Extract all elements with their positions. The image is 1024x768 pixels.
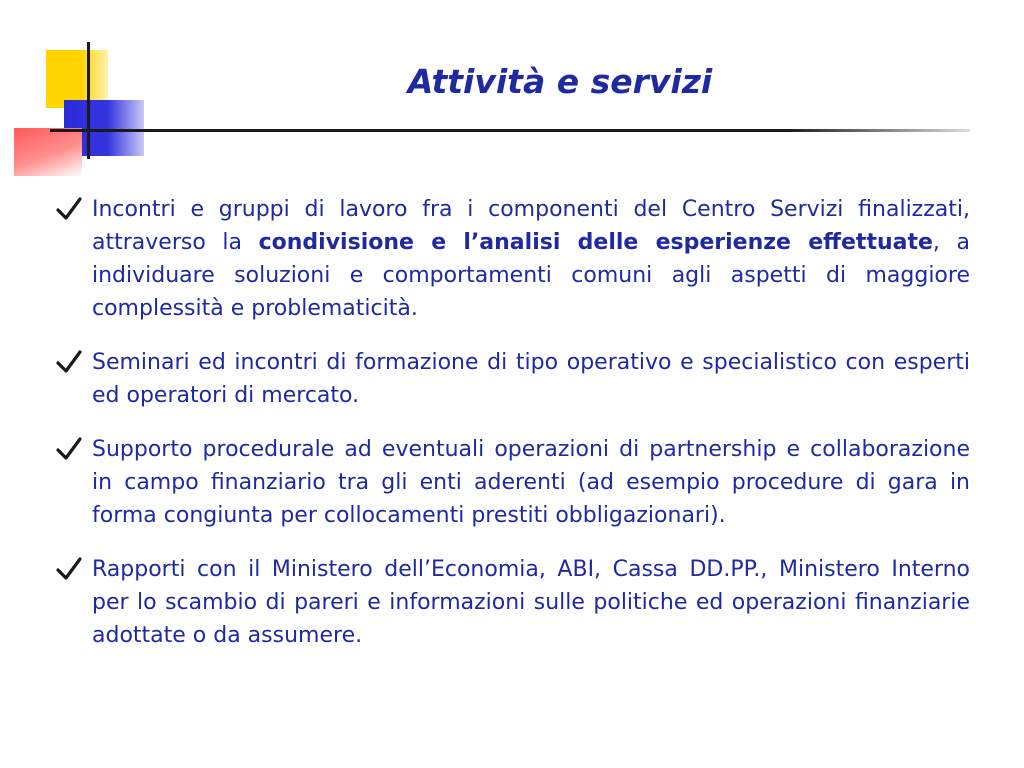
- check-mark-icon: [56, 437, 82, 461]
- bullet-list: [52, 193, 970, 673]
- bullet-item-rapporti: [52, 553, 970, 652]
- title-underline: [50, 129, 970, 132]
- check-mark-icon: [56, 557, 82, 581]
- bullet-text: Rapporti con il Ministero dell’Economia, ABI, Cassa DD.PP., Ministero Interno per lo scambio di pareri e informazioni sulle politiche ed operazioni finanziarie adottate o da assumere.: [92, 557, 970, 648]
- bullet-text: Supporto procedurale ad eventuali operazioni di partnership e collaborazione in campo finanziario tra gli enti aderenti (ad esempio procedure di gara in forma congiunta per collocamenti prestiti obbligazionari).: [92, 437, 970, 528]
- check-mark-icon: [56, 197, 82, 221]
- decoration-red-square: [14, 128, 82, 176]
- bullet-item-incontri: [52, 193, 970, 325]
- bullet-text: , a individuare soluzioni e comportamenti comuni agli aspetti di maggiore complessità e problematicità.: [92, 230, 970, 321]
- slide-title: Attività e servizi: [407, 62, 713, 101]
- bullet-item-supporto: [52, 433, 970, 532]
- bullet-text: Incontri e gruppi di lavoro fra i componenti del Centro Servizi finalizzati, attraverso la: [92, 197, 970, 255]
- check-mark-icon: [56, 350, 82, 374]
- bullet-text-bold: condivisione e l’analisi delle esperienze effettuate: [258, 230, 933, 255]
- bullet-text: Seminari ed incontri di formazione di tipo operativo e specialistico con esperti ed operatori di mercato.: [92, 350, 970, 408]
- bullet-item-seminari: [52, 346, 970, 412]
- decoration-vertical-line: [87, 42, 90, 159]
